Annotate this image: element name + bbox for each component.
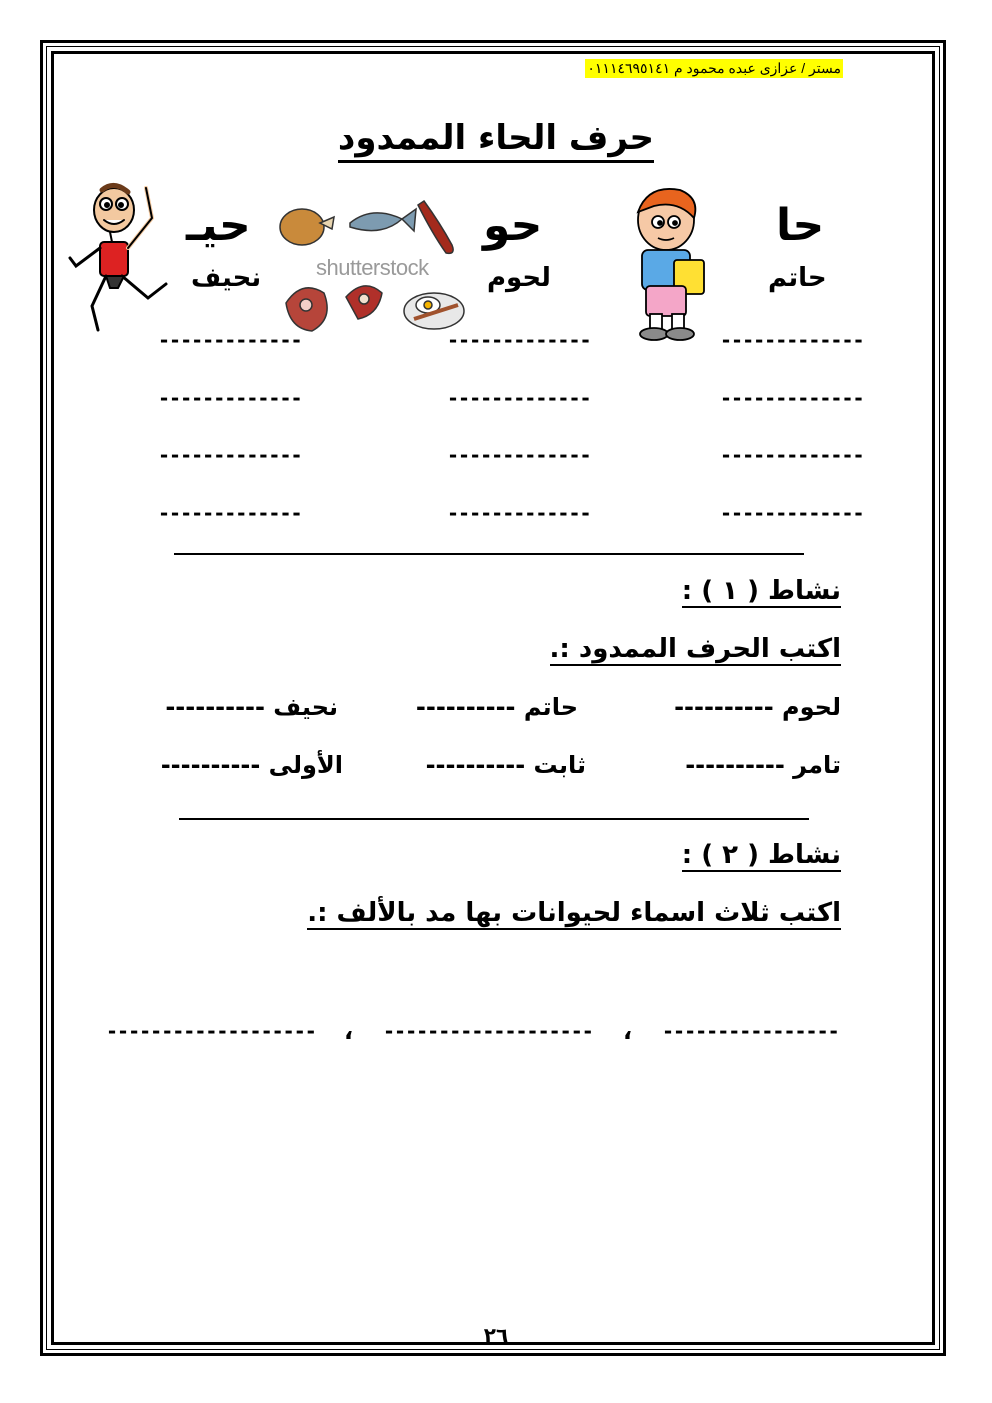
letter-form-ha-ya: حيـ [186,200,251,251]
exercise-item[interactable]: لحوم ---------- [674,693,841,721]
activity-1-title: نشاط ( ١ ) : [681,576,841,606]
writing-line[interactable]: ------------- [158,328,302,352]
exercise-item[interactable]: تامر ---------- [685,751,841,779]
answer-blank[interactable]: ------------------- [383,1019,593,1043]
writing-line[interactable]: ------------- [447,328,591,352]
comma-separator: ، [344,1017,354,1045]
writing-line[interactable]: ------------- [720,328,864,352]
page-title: حرف الحاء الممدود [0,118,992,158]
example-word-luhum: لحوم [487,263,551,293]
activity-1-instruction: اكتب الحرف الممدود :. [549,634,841,664]
writing-line[interactable]: ------------- [447,443,591,467]
writing-line[interactable]: ------------- [720,443,864,467]
letter-form-ha-waw: حو [483,200,543,251]
section-divider [174,553,804,555]
teacher-note: مستر / عزازى عبده محمود م ٠١١١٤٦٩٥١٤١ [587,60,841,76]
page-number: ٢٦ [483,1323,509,1347]
exercise-item[interactable]: حاتم ---------- [415,693,578,721]
schoolboy-illustration [618,182,718,344]
letter-form-ha-alif: حا [776,200,825,251]
thin-boy-illustration [62,178,172,336]
writing-line[interactable]: ------------- [158,386,302,410]
writing-line[interactable]: ------------- [720,501,864,525]
writing-line[interactable]: ------------- [720,386,864,410]
comma-separator: ، [623,1017,633,1045]
example-word-hatem: حاتم [768,263,827,293]
stock-watermark: shutterstock [316,255,429,280]
answer-blank[interactable]: ------------------- [106,1019,316,1043]
writing-line[interactable]: ------------- [158,501,302,525]
writing-line[interactable]: ------------- [447,501,591,525]
exercise-item[interactable]: ثابت ---------- [425,751,586,779]
exercise-item[interactable]: نحيف ---------- [165,693,338,721]
answer-blank[interactable]: ---------------- [662,1019,839,1043]
section-divider [179,818,809,820]
writing-line[interactable]: ------------- [447,386,591,410]
activity-2-instruction: اكتب ثلاث اسماء لحيوانات بها مد بالألف :. [307,898,841,928]
writing-line[interactable]: ------------- [158,443,302,467]
example-word-nahif: نحيف [191,263,262,293]
exercise-item[interactable]: الأولى ---------- [160,751,343,779]
activity-2-title: نشاط ( ٢ ) : [681,840,841,870]
